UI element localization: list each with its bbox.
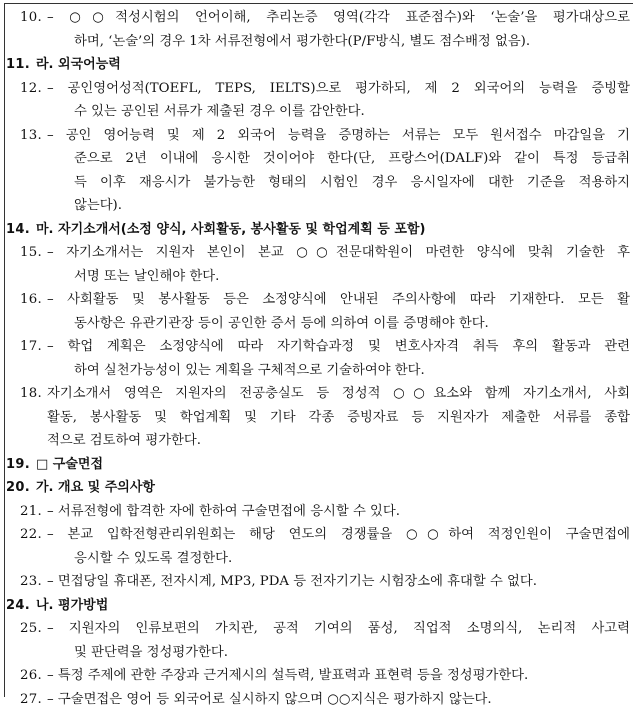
paragraph-line <box>5 265 634 288</box>
paragraph-text: 및 판단력을 정성평가한다. <box>74 644 228 660</box>
item-number: 11. <box>6 57 30 72</box>
item-number: 23. <box>19 574 42 589</box>
paragraph-text: – 공인영어성적(TOEFL, TEPS, IELTS)으로 평가하되, 제 2 외국어의 능력을 증빙할 <box>47 80 630 96</box>
paragraph-text: 활동, 봉사활동 및 학업계획 및 기타 각종 증빙자료 등 지원자가 제출한 서류를 종합 <box>47 409 630 425</box>
paragraph-line <box>5 147 634 170</box>
item-number: 13. <box>19 127 42 143</box>
paragraph-text: 않는다). <box>74 198 122 213</box>
document-page <box>4 3 633 707</box>
item-number: 25. <box>19 621 42 636</box>
paragraph-line <box>5 500 634 523</box>
paragraph-text: 하며, ‘논술’의 경우 1차 서류전형에서 평가한다(P/F방식, 별도 점수배정 없음). <box>74 33 531 49</box>
paragraph-text: – 자기소개서는 지원자 본인이 본교 ○○전문대학원이 마련한 양식에 맞춰 기술한 후 <box>47 245 630 260</box>
paragraph-line <box>5 77 634 100</box>
paragraph-text: 서명 또는 날인해야 한다. <box>74 268 220 284</box>
paragraph-line <box>5 194 634 217</box>
paragraph-text: 득 이후 재응시가 불가능한 형태의 시험인 경우 응시일자에 대한 기준을 적용하지 <box>74 174 630 190</box>
paragraph-text: – 본교 입학전형관리위원회는 해당 연도의 경쟁률을 ○○하여 적정인원이 구술면접에 <box>47 527 630 542</box>
item-number: 20. <box>6 480 30 495</box>
item-number: 18. <box>19 386 42 401</box>
paragraph-line <box>5 429 634 452</box>
heading-text: 가. 개요 및 주의사항 <box>36 480 155 495</box>
paragraph-line <box>5 664 634 687</box>
heading-text: □ 구술면접 <box>36 456 104 472</box>
paragraph-line <box>5 288 634 311</box>
item-number: 10. <box>19 10 42 25</box>
paragraph-text: 적으로 검토하여 평가한다. <box>47 433 201 448</box>
item-number: 14. <box>6 221 30 237</box>
section-heading-line <box>5 453 634 476</box>
item-number: 27. <box>19 691 42 707</box>
paragraph-line <box>5 547 634 570</box>
paragraph-text: – 서류전형에 합격한 자에 한하여 구술면접에 응시할 수 있다. <box>47 503 400 519</box>
heading-text: 나. 평가방법 <box>36 597 109 613</box>
paragraph-text: – 학업 계획은 소정양식에 따라 자기학습과정 및 변호사자격 취득 후의 활동과 관련 <box>47 339 630 354</box>
paragraph-text: 하여 실천가능성이 있는 계획을 구체적으로 기술하여야 한다. <box>74 362 425 378</box>
paragraph-text: – 공인 영어능력 및 제 2 외국어 능력을 증명하는 서류는 모두 원서접수 마감일을 기 <box>47 127 630 143</box>
paragraph-line <box>5 6 634 29</box>
item-number: 16. <box>19 292 42 307</box>
paragraph-text: 응시할 수 있도록 결정한다. <box>74 550 233 566</box>
paragraph-line <box>5 359 634 382</box>
item-number: 24. <box>6 597 30 613</box>
paragraph-text: 준으로 2년 이내에 응시한 것이어야 한다(단, 프랑스어(DALF)와 같이 특정 등급취 <box>74 151 630 166</box>
item-number: 17. <box>19 339 42 354</box>
paragraph-line <box>5 641 634 664</box>
paragraph-line <box>5 30 634 53</box>
paragraph-line <box>5 100 634 123</box>
paragraph-text: – 구술면접은 영어 등 외국어로 실시하지 않으며 ○○지식은 평가하지 않는다. <box>47 691 492 707</box>
paragraph-text: 동사항은 유관기관장 등이 공인한 증서 등에 의하여 이를 증명해야 한다. <box>74 315 489 331</box>
paragraph-text: – 특정 주제에 관한 주장과 근거제시의 설득력, 발표력과 표현력 등을 정성평가한다. <box>47 668 529 683</box>
item-number: 15. <box>19 245 42 260</box>
paragraph-line <box>5 570 634 593</box>
paragraph-text: 자기소개서 영역은 지원자의 전공충실도 등 정성적 ○○요소와 함께 자기소개서, 사회 <box>47 386 630 401</box>
paragraph-text: – ○○적성시험의 언어이해, 추리논증 영역(각각 표준점수)와 ‘논술’을 평가대상으로 <box>47 10 630 25</box>
paragraph-line <box>5 312 634 335</box>
item-number: 12. <box>19 80 42 96</box>
section-heading-line <box>5 218 634 241</box>
paragraph-line <box>5 617 634 640</box>
heading-text: 마. 자기소개서(소정 양식, 사회활동, 봉사활동 및 학업계획 등 포함) <box>36 221 426 237</box>
section-heading-line <box>5 53 634 76</box>
paragraph-line <box>5 124 634 147</box>
paragraph-line <box>5 406 634 429</box>
section-heading-line <box>5 476 634 499</box>
paragraph-text: 수 있는 공인된 서류가 제출된 경우 이를 감안한다. <box>74 104 365 119</box>
heading-text: 라. 외국어능력 <box>36 57 121 72</box>
section-heading-line <box>5 594 634 617</box>
paragraph-line <box>5 382 634 405</box>
item-number: 26. <box>19 668 42 683</box>
paragraph-line <box>5 241 634 264</box>
paragraph-line <box>5 688 634 711</box>
item-number: 22. <box>19 527 42 542</box>
paragraph-line <box>5 171 634 194</box>
paragraph-line <box>5 335 634 358</box>
item-number: 21. <box>19 503 42 519</box>
paragraph-text: – 지원자의 인류보편의 가치관, 공적 기여의 품성, 직업적 소명의식, 논리적 사고력 <box>47 621 630 636</box>
paragraph-line <box>5 523 634 546</box>
item-number: 19. <box>6 456 30 472</box>
paragraph-text: – 사회활동 및 봉사활동 등은 소정양식에 안내된 주의사항에 따라 기재한다. 모든 활 <box>47 292 630 307</box>
paragraph-text: – 면접당일 휴대폰, 전자시계, MP3, PDA 등 전자기기는 시험장소에 휴대할 수 없다. <box>47 574 537 589</box>
